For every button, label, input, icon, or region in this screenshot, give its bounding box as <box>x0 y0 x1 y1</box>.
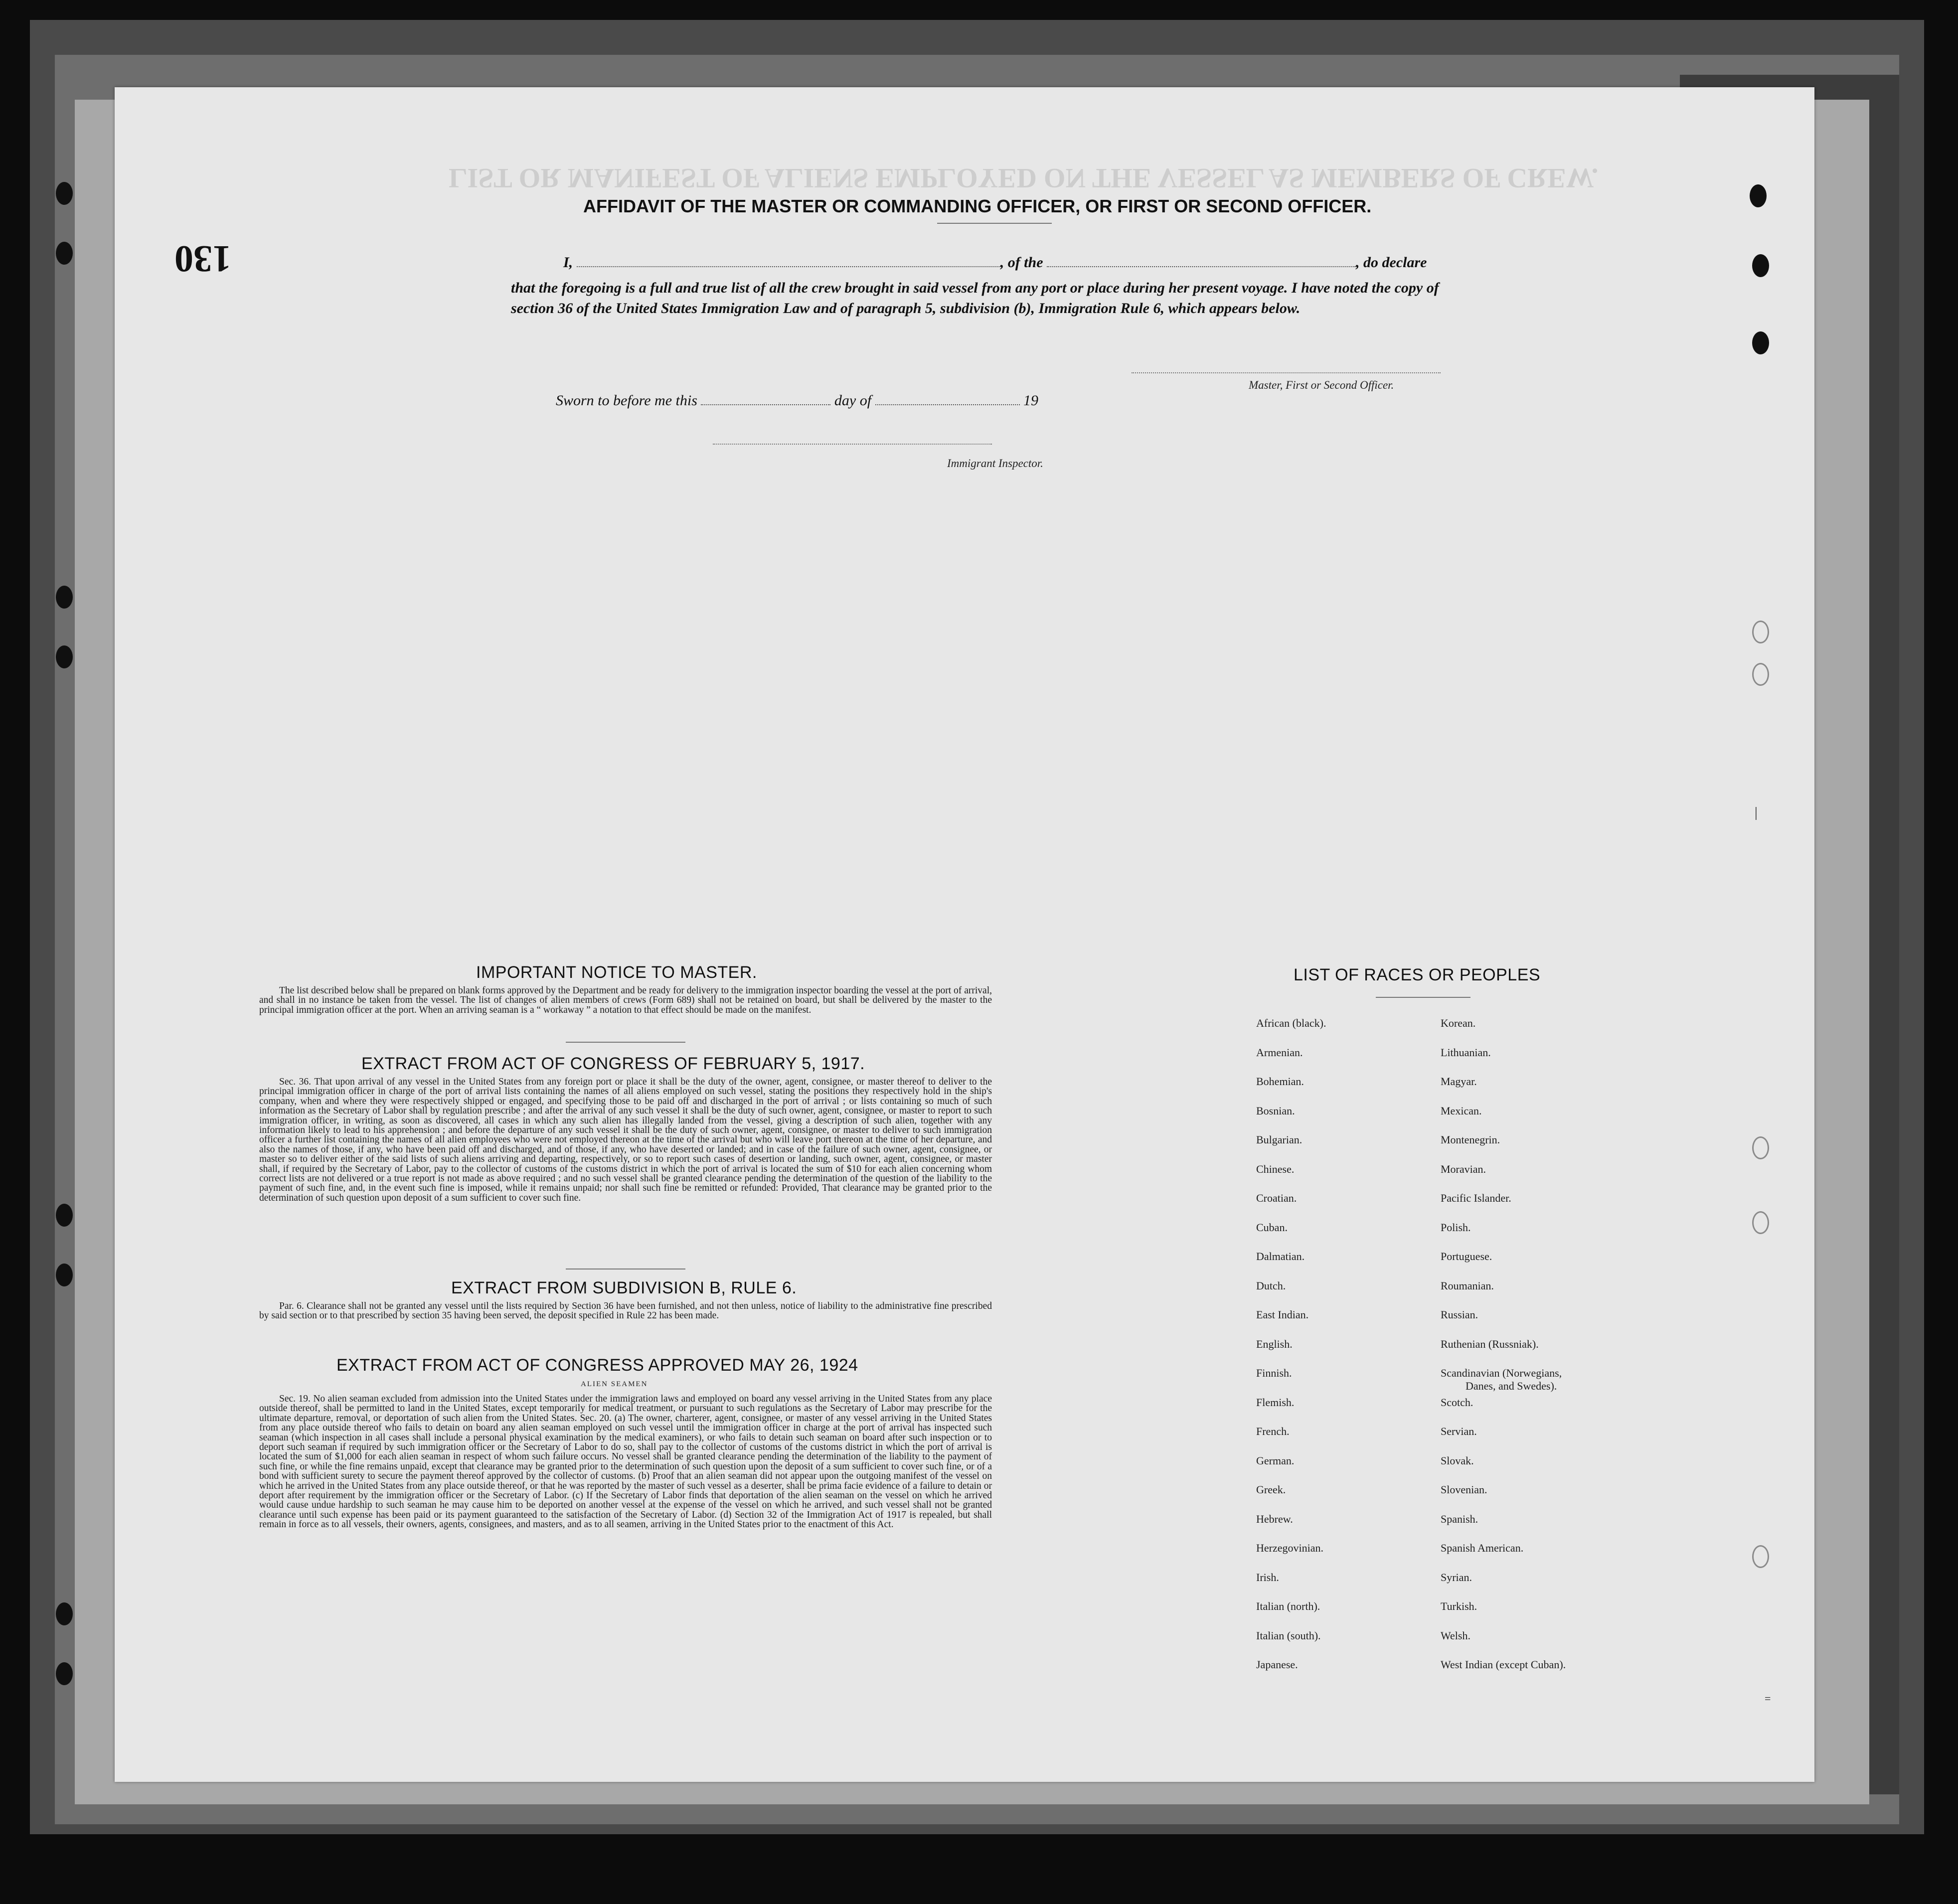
race-item: Armenian. <box>1256 1046 1303 1059</box>
binder-hole <box>56 1204 73 1227</box>
sworn-month-field[interactable] <box>875 394 1020 405</box>
race-item: Lithuanian. <box>1441 1046 1491 1059</box>
master-signature-label: Master, First or Second Officer. <box>1249 379 1394 391</box>
race-item: Pacific Islander. <box>1441 1192 1511 1204</box>
race-item: Chinese. <box>1256 1162 1295 1175</box>
race-item: Scotch. <box>1441 1396 1473 1409</box>
binder-hole <box>1752 1211 1769 1234</box>
race-item: Croatian. <box>1256 1192 1297 1204</box>
race-item: Russian. <box>1441 1308 1478 1321</box>
race-item: Slovenian. <box>1441 1483 1487 1496</box>
binder-hole <box>1752 621 1769 643</box>
race-item: African (black). <box>1256 1017 1326 1029</box>
race-item: Portuguese. <box>1441 1250 1492 1263</box>
race-item: Syrian. <box>1441 1571 1472 1584</box>
binder-hole <box>1752 1136 1769 1159</box>
page-number: 130 <box>174 238 231 280</box>
race-item: Italian (north). <box>1256 1600 1320 1612</box>
sworn-day-field[interactable] <box>701 394 830 405</box>
race-item: Spanish American. <box>1441 1542 1524 1554</box>
declare-label: , do declare <box>1356 254 1427 271</box>
race-item: Bohemian. <box>1256 1075 1304 1088</box>
inspector-label: Immigrant Inspector. <box>947 457 1043 470</box>
year-label: 19 <box>1023 392 1039 409</box>
extract-1924-text: Sec. 19. No alien seaman excluded from admission into the United States under the immigration laws and employed on board any vessel arriving in the United States from any place outside thereof, shall be permitted to land in the United States, except temporarily for medical treatment, or pursuant to such regulations as the Secretary of Labor may prescribe for the ultimate departure, removal, or deportation of such alien from the United States. Sec. 20. (a) The owner, charterer, agent, consignee, or master of any vessel arriving in the United States from any place outside thereof who fails to detain on board any alien seaman employed on such vessel until the immigration officer in charge at the port of arrival has inspected such seaman (which inspection in all cases shall include a personal physical examination by the medical examiners), or who fails to detain such seaman on board after such inspection or to deport such seaman if required by such immigration officer or the Secretary of Labor to do so, shall pay to the collector of customs of the customs district in which the port of arrival is located the sum of $1,000 for each alien seaman in respect of whom such failure occurs. No vessel shall be granted clearance pending the determination of the liability to the payment of such fine, or while the fine remains unpaid, except that clearance may be granted prior to the determination of such question upon the deposit of a sum sufficient to cover such fine, or of a bond with sufficient surety to secure the payment thereof approved by the collector of customs. (b) Proof that an alien seaman did not appear upon the outgoing manifest of the vessel on which he arrived in the United States from any place outside thereof, or that he was reported by the master of such vessel as a deserter, shall be prima facie evidence of a failure to detain or deport after requirement by the immigration officer or the Secretary of Labor. (c) If the Secretary of Labor finds that deportation of the alien seaman on the vessel on which he arrived would cause undue hardship to such seaman he may cause him to be deported on another vessel at the expense of the vessel on which he arrived, and such vessel shall not be granted clearance until such expense has been paid or its payment guaranteed to the satisfaction of the Secretary of Labor. (d) Section 32 of the Immigration Act of 1917 is repealed, but shall remain in force as to all vessels, their owners, agents, consignees, and masters, and as to all seamen, arriving in the United States prior to the enactment of this Act. <box>259 1394 992 1530</box>
binder-hole <box>56 645 73 668</box>
margin-tick-mark: | <box>1755 805 1758 820</box>
race-item: Servian. <box>1441 1425 1477 1437</box>
race-item: Japanese. <box>1256 1658 1298 1671</box>
race-item: Bosnian. <box>1256 1104 1295 1117</box>
vessel-label: , of the <box>1000 254 1043 271</box>
master-signature-line <box>1132 372 1441 373</box>
notice-divider <box>566 1042 685 1043</box>
race-item: Dalmatian. <box>1256 1250 1305 1263</box>
race-item: Cuban. <box>1256 1221 1288 1234</box>
notice-text: The list described below shall be prepared on blank forms approved by the Department and be ready for delivery to the immigration inspector boarding the vessel at the port of arrival, and shall in no instance be taken from the vessel. The list of changes of alien members of crews (Form 689) shall not be retained on board, but shall be delivered by the master to the principal immigration officer at the port. When an arriving seaman is a “ workaway ” a notation to that effect should be made on the manifest. <box>259 985 992 1015</box>
race-item: Magyar. <box>1441 1075 1477 1088</box>
binder-hole <box>1752 331 1769 354</box>
affidavit-title: AFFIDAVIT OF THE MASTER OR COMMANDING OFFICER, OR FIRST OR SECOND OFFICER. <box>583 196 1372 216</box>
binder-hole <box>56 182 73 205</box>
race-item: Hebrew. <box>1256 1512 1293 1525</box>
race-item: East Indian. <box>1256 1308 1309 1321</box>
binder-hole <box>56 1264 73 1286</box>
race-item: Danes, and Swedes). <box>1466 1380 1557 1392</box>
binder-hole <box>56 1602 73 1625</box>
extract-rule6-title: EXTRACT FROM SUBDIVISION B, RULE 6. <box>451 1278 797 1297</box>
binder-hole <box>1752 1545 1769 1568</box>
race-item: Mexican. <box>1441 1104 1482 1117</box>
affidavit-body: that the foregoing is a full and true list of all the crew brought in said vessel from any port or place during her present voyage. I have noted the copy of section 36 of the United States Immigration Law and of paragraph 5, subdivision (b), Immigration Rule 6, which appears below. <box>511 280 1439 317</box>
race-item: Welsh. <box>1441 1629 1470 1642</box>
races-divider <box>1376 997 1470 998</box>
inspector-signature-line <box>713 444 992 445</box>
race-item: Herzegovinian. <box>1256 1542 1323 1554</box>
binder-hole <box>56 1662 73 1685</box>
race-item: Slovak. <box>1441 1454 1474 1467</box>
extract-rule6-text: Par. 6. Clearance shall not be granted any vessel until the lists required by Section 36 have been furnished, and not then unless, notice of liability to the administrative fine prescribed by said section or to that prescribed by section 35 having been served, the deposit specified in Rule 22 has been made. <box>259 1301 992 1321</box>
affidavit-declaration-line <box>563 254 1427 271</box>
document-page <box>115 87 1814 1782</box>
race-item: Korean. <box>1441 1017 1476 1029</box>
extract-1924-subtitle: ALIEN SEAMEN <box>581 1380 648 1388</box>
race-item: Dutch. <box>1256 1279 1286 1292</box>
margin-tick-mark: = <box>1765 1692 1771 1705</box>
race-item: Bulgarian. <box>1256 1133 1303 1146</box>
race-item: Turkish. <box>1441 1600 1477 1612</box>
race-item: Irish. <box>1256 1571 1279 1584</box>
race-item: Greek. <box>1256 1483 1286 1496</box>
race-item: German. <box>1256 1454 1295 1467</box>
race-item: French. <box>1256 1425 1290 1437</box>
binder-hole <box>1752 254 1769 277</box>
race-item: Flemish. <box>1256 1396 1295 1409</box>
race-item: Roumanian. <box>1441 1279 1494 1292</box>
declarant-label: I, <box>563 254 573 271</box>
extract-1924-title: EXTRACT FROM ACT OF CONGRESS APPROVED MAY 26, 1924 <box>336 1356 858 1375</box>
race-item: Finnish. <box>1256 1367 1292 1379</box>
race-item: Montenegrin. <box>1441 1133 1500 1146</box>
declarant-name-field[interactable] <box>577 256 1000 267</box>
race-item: Moravian. <box>1441 1162 1486 1175</box>
race-item: English. <box>1256 1337 1293 1350</box>
ghost-heading: LIST OR MANIFEST OF ALIENS EMPLOYED ON THE VESSEL AS MEMBERS OF CREW. <box>449 162 1599 193</box>
race-item: Ruthenian (Russniak). <box>1441 1337 1539 1350</box>
race-item: Italian (south). <box>1256 1629 1321 1642</box>
sworn-line <box>556 392 1038 409</box>
race-item: Polish. <box>1441 1221 1471 1234</box>
race-item: Spanish. <box>1441 1512 1478 1525</box>
binder-hole <box>1750 184 1767 207</box>
extract-1917-title: EXTRACT FROM ACT OF CONGRESS OF FEBRUARY 5, 1917. <box>361 1054 865 1073</box>
binder-hole <box>56 586 73 609</box>
title-divider <box>937 223 1052 224</box>
notice-title: IMPORTANT NOTICE TO MASTER. <box>476 963 757 982</box>
day-of-label: day of <box>834 392 872 409</box>
extract-1917-text: Sec. 36. That upon arrival of any vessel in the United States from any foreign port or place it shall be the duty of the owner, agent, consignee, or master thereof to deliver to the principal immigration officer in charge of the port of arrival lists containing the names of all aliens employed on such vessel, stating the positions they respectively hold in the ship's company, when and where they were respectively shipped or engaged, and specifying those to be paid off and discharged in the port of arrival ; or lists containing so much of such information as the Secretary of Labor shall by regulation prescribe ; and after the arrival of any such vessel it shall be the duty of such owner, agent, consignee, or master to report to such immigration officer, in writing, as soon as discovered, all cases in which any such alien has illegally landed from the vessel, giving a description of such alien, together with any information likely to lead to his apprehension ; and before the departure of any such vessel it shall be the duty of such owner, agent, consignee, or master to deliver to such immigration officer a further list containing the names of all alien employees who were not employed thereon at the time of the arrival but who will leave port thereon at the time of her departure, and also the names of those, if any, who have been paid off and discharged, and of those, if any, who have deserted or landed; and in case of the failure of such owner, agent, consignee, or master so to deliver either of the said lists of such aliens arriving and departing, respectively, or so to report such cases of desertion or landing, such owner, agent, consignee, or master shall, if required by the Secretary of Labor, pay to the collector of customs of the customs district in which the port of arrival is located the sum of $10 for each alien concerning whom correct lists are not delivered or a true report is not made as above required ; and no such vessel shall be granted clearance pending the determination of the question of the liability to the payment of such fine, and, in the event such fine is imposed, while it remains unpaid; nor shall such fine be remitted or refunded: Provided, That clearance may be granted prior to the determination of such question upon deposit of a sum sufficient to cover such fine. <box>259 1077 992 1203</box>
vessel-name-field[interactable] <box>1047 256 1356 267</box>
sworn-label: Sworn to before me this <box>556 392 697 409</box>
binder-hole <box>1752 663 1769 686</box>
race-item: West Indian (except Cuban). <box>1441 1658 1566 1671</box>
binder-hole <box>56 242 73 265</box>
race-item: Scandinavian (Norwegians, <box>1441 1367 1562 1379</box>
races-title: LIST OF RACES OR PEOPLES <box>1294 965 1541 984</box>
